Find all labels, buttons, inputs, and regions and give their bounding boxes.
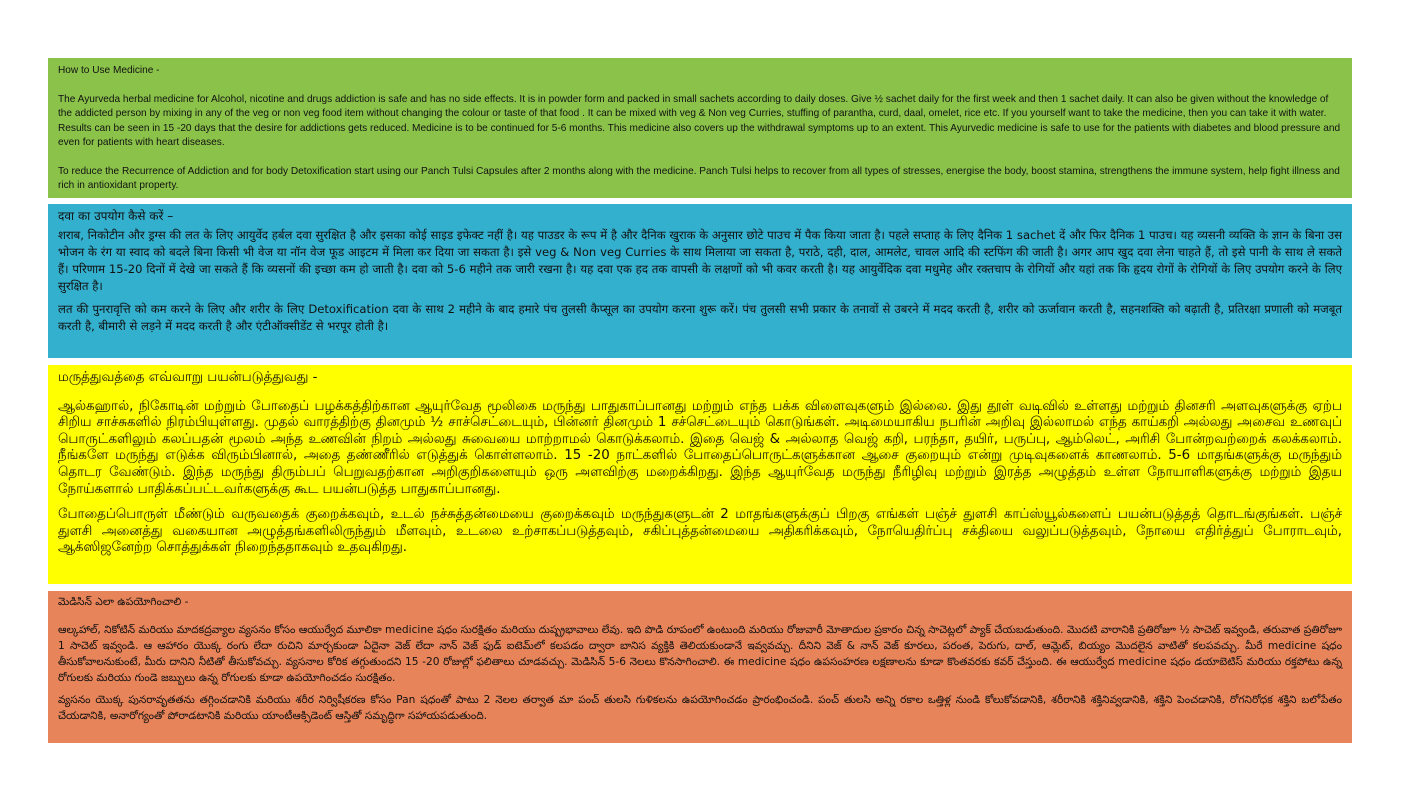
tamil-heading: மருத்துவத்தை எவ்வாறு பயன்படுத்துவது - <box>58 370 318 385</box>
hindi-heading: दवा का उपयोग कैसे करें – <box>58 209 174 223</box>
telugu-paragraph-detox: వ్యసనం యొక్క పునరావృతతను తగ్గించడానికి మరియు శరీర నిర్విషీకరణ కోసం Pan షధంతో పాటు 2 నెలల తర్వాత మా పంచ్ తులసి గుళికలను ఉపయోగించడం ప్రారంభించండి. పంచ్ తులసి అన్ని రకాల ఒత్తిళ్ల నుండి కోలుకోవడానికి, శరీరానికి శక్తినివ్వడానికి, శక్తిని పెంచడానికి, రోగనిరోధక శక్తిని బలోపేతం చేయడానికి, అనారోగ్యంతో పోరాడటానికి మరియు యాంటీఆక్సిడెంట్ ఆస్తితో సమృద్ధిగా సహాయపడుతుంది. <box>58 694 1342 722</box>
tamil-paragraph-usage: ஆல்கஹால், நிகோடின் மற்றும் போதைப் பழக்கத்திற்கான ஆயுர்வேத மூலிகை மருந்து பாதுகாப்பானது மற்றும் எந்த பக்க விளைவுகளும் இல்லை. இது தூள் வடிவில் உள்ளது மற்றும் தினசரி அளவுகளுக்கு ஏற்ப சிறிய சாச்சுகளில் நிரம்பியுள்ளது. முதல் வாரத்திற்கு தினமும் ½ சாச்செட்டையும், பின்னர் தினமும் 1 சச்செட்டையும் கொடுங்கள். அடிமையாகிய நபரின் அறிவு இல்லாமல் எந்த காய்கறி அல்லது அசைவ உணவுப் பொருட்களிலும் கலப்பதன் மூலம் அந்த உணவின் நிறம் அல்லது சுவையை மாற்றாமல் கொடுக்கலாம். இதை வெஜ் & அல்லாத வெஜ் கறி, பரந்தா, தயிர், பருப்பு, ஆம்லெட், அரிசி போன்றவற்றைக் கலக்கலாம். நீங்களே மருந்து எடுக்க விரும்பினால், அதை தண்ணீரில் எடுத்துக் கொள்ளலாம். 15 -20 நாட்களில் போதைப்பொருட்களுக்கான ஆசை குறையும் என்று முடிவுகளைக் காணலாம். 5-6 மாதங்களுக்கு மருந்தும் தொடர வேண்டும். இந்த மருந்து திரும்பப் பெறுவதற்கான அறிகுறிகளையும் ஒரு அளவிற்கு மறைக்கிறது. இந்த ஆயுர்வேத மருந்து நீரிழிவு மற்றும் இரத்த அழுத்தம் உள்ள நோயாளிகளுக்கு மற்றும் இதய நோய்களால் பாதிக்கப்பட்டவர்களுக்கு கூட பயன்படுத்த பாதுகாப்பானது. <box>58 398 1342 497</box>
telugu-heading: మెడిసిన్ ఎలా ఉపయోగించాలి - <box>58 596 189 608</box>
hindi-paragraph-usage: शराब, निकोटीन और ड्रग्स की लत के लिए आयुर्वेद हर्बल दवा सुरक्षित है और इसका कोई साइड इफेक्ट नहीं है। यह पाउडर के रूप में है और दैनिक खुराक के अनुसार छोटे पाउच में पैक किया जाता है। पहले सप्ताह के लिए दैनिक 1 sachet दें और फिर दैनिक 1 पाउच। यह व्यसनी व्यक्ति के ज्ञान के बिना उस भोजन के रंग या स्वाद को बदले बिना किसी भी वेज या नॉन वेज फूड आइटम में मिला कर दिया जा सकता है। इसे veg & Non veg Curries के साथ मिलाया जा सकता है, पराठे, दही, दाल, आमलेट, चावल आदि की स्टफिंग की जाती है। अगर आप खुद दवा लेना चाहते हैं, तो इसे पानी के साथ ले सकते हैं। परिणाम 15-20 दिनों में देखे जा सकते हैं कि व्यसनों की इच्छा कम हो जाती है। दवा को 5-6 महीने तक जारी रखना है। यह दवा एक हद तक वापसी के लक्षणों को भी कवर करती है। यह आयुर्वेदिक दवा मधुमेह और रक्तचाप के रोगियों और यहां तक कि हृदय रोगों के रोगियों के लिए उपयोग करने के लिए सुरक्षित है। <box>58 228 1342 293</box>
tamil-instructions-section <box>48 365 1352 584</box>
english-paragraph-usage: The Ayurveda herbal medicine for Alcohol, nicotine and drugs addiction is safe and has no side effects. It is in powder form and packed in small sachets according to daily doses. Give ½ sachet daily for the first week and then 1 sachet daily. It can also be given without the knowledge of the addicted person by mixing in any of the veg or non veg food item without changing the colour or taste of that food . It can be mixed with veg & Non veg Curries, stuffing of parantha, curd, daal, omelet, rice etc. If you yourself want to take the medicine, then you can take it with water. Results can be seen in 15 -20 days that the desire for addictions gets reduced. Medicine is to be continued for 5-6 months. This medicine also covers up the withdrawal symptoms up to an extent. This Ayurvedic medicine is safe to use for the patients with diabetes and blood pressure and even for patients with heart diseases. <box>58 93 1341 148</box>
hindi-instructions-section <box>48 204 1352 358</box>
telugu-paragraph-usage: ఆల్కహాల్, నికోటిన్ మరియు మాదకద్రవ్యాల వ్యసనం కోసం ఆయుర్వేద మూలికా medicine షధం సురక్షితం మరియు దుష్ప్రభావాలు లేవు. ఇది పొడి రూపంలో ఉంటుంది మరియు రోజువారీ మోతాదుల ప్రకారం చిన్న సాచెట్లలో ప్యాక్ చేయబడుతుంది. మొదటి వారానికి ప్రతిరోజూ ½ సాచెట్ ఇవ్వండి, తరువాత ప్రతిరోజూ 1 సాచెట్ ఇవ్వండి. ఆ ఆహారం యొక్క రంగు లేదా రుచిని మార్చకుండా ఏదైనా వెజ్ లేదా నాన్ వెజ్ ఫుడ్ ఐటెమ్‌లో కలపడం ద్వారా బానిస వ్యక్తికి తెలియకుండానే ఇవ్వవచ్చు. దీనిని వెజ్ & నాన్ వెజ్ కూరలు, పరంత, పెరుగు, దాల్, ఆమ్లెట్, బియ్యం మొదలైన వాటితో కలపవచ్చు. మీరే medicine షధం తీసుకోవాలనుకుంటే, మీరు దానిని నీటితో తీసుకోవచ్చు. వ్యసనాల కోరిక తగ్గుతుందని 15 -20 రోజుల్లో ఫలితాలు చూడవచ్చు. మెడిసిన్ 5-6 నెలలు కొనసాగించాలి. ఈ medicine షధం ఉపసంహరణ లక్షణాలను కూడా కొంతవరకు కవర్ చేస్తుంది. ఈ ఆయుర్వేద medicine షధం డయాబెటిస్ మరియు రక్తపోటు ఉన్న రోగులకు మరియు గుండె జబ్బులు ఉన్న రోగులకు కూడా ఉపయోగించడం సురక్షితం. <box>58 624 1342 684</box>
tamil-paragraph-detox: போதைப்பொருள் மீண்டும் வருவதைக் குறைக்கவும், உடல் நச்சுத்தன்மையை குறைக்கவும் மருந்துகளுடன் 2 மாதங்களுக்குப் பிறகு எங்கள் பஞ்ச் துளசி காப்ஸ்யூல்களைப் பயன்படுத்தத் தொடங்குங்கள். பஞ்ச் துளசி அனைத்து வகையான அழுத்தங்களிலிருந்தும் மீளவும், உடலை உற்சாகப்படுத்தவும், சகிப்புத்தன்மையை அதிகரிக்கவும், நோயெதிர்ப்பு சக்தியை வலுப்படுத்தவும், நோயை எதிர்த்துப் போராடவும், ஆக்ஸிஜனேற்ற சொத்துக்கள் நிறைந்ததாகவும் உதவுகிறது. <box>58 507 1342 556</box>
document-page <box>48 58 1352 743</box>
english-heading: How to Use Medicine - <box>58 65 160 76</box>
english-instructions-section <box>48 58 1352 198</box>
telugu-instructions-section <box>48 591 1352 743</box>
hindi-paragraph-detox: लत की पुनरावृत्ति को कम करने के लिए और शरीर के लिए Detoxification दवा के साथ 2 महीने के बाद हमारे पंच तुलसी कैप्सूल का उपयोग करना शुरू करें। पंच तुलसी सभी प्रकार के तनावों से उबरने में मदद करती है, शरीर को ऊर्जावान करती है, सहनशक्ति को बढ़ाती है, प्रतिरक्षा प्रणाली को मजबूत करती है, बीमारी से लड़ने में मदद करती है और एंटीऑक्सीडेंट से भरपूर होती है। <box>58 302 1342 333</box>
english-paragraph-detox: To reduce the Recurrence of Addiction and for body Detoxification start using our Panch Tulsi Capsules after 2 months along with the medicine. Panch Tulsi helps to recover from all types of stresses, energise the body, boost stamina, strengthens the immune system, help fight illness and rich in antioxidant property. <box>58 165 1340 191</box>
